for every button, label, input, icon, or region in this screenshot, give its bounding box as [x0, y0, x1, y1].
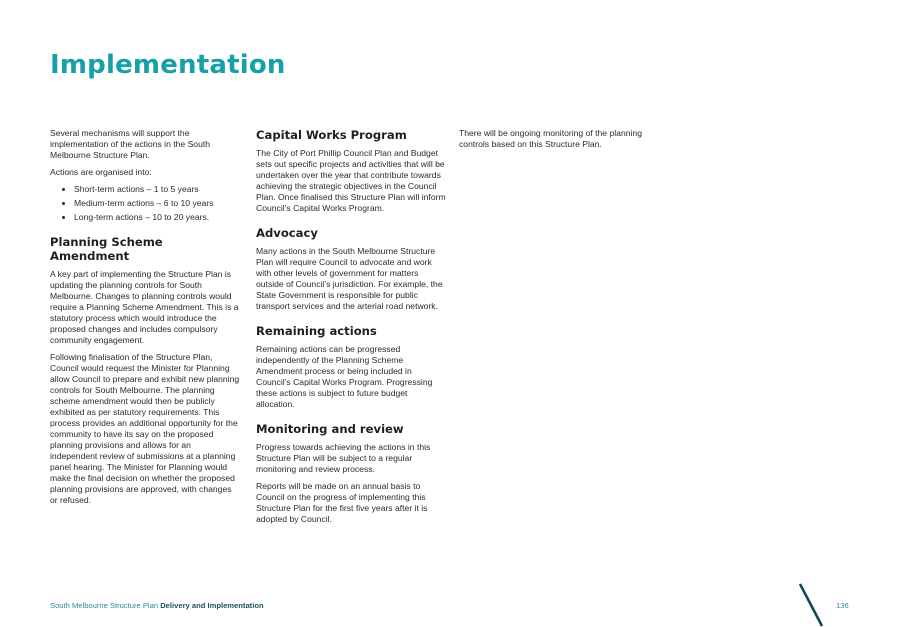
action-timeframe-list [50, 184, 240, 223]
list-item: • Short-term actions – 1 to 5 years [74, 184, 240, 195]
page-number: 136 [836, 601, 849, 610]
list-item: • Medium-term actions – 6 to 10 years [74, 198, 240, 209]
column-left [50, 128, 240, 512]
monitoring-heading: Monitoring and review [256, 422, 404, 436]
footer-section-name: Delivery and Implementation [160, 601, 264, 610]
list-item: • Long-term actions – 10 to 20 years. [74, 212, 240, 223]
slash-decoration-icon [796, 582, 826, 627]
page-title: Implementation [50, 50, 286, 80]
monitoring-paragraph-1: Progress towards achieving the actions in this Structure Plan will be subject to a regular monitoring and review process. [256, 442, 431, 474]
remaining-actions-paragraph: Remaining actions can be progressed independently of the Planning Scheme Amendment process or being included in Council’s Capital Works Program. Progressing these actions is subject to future budget allocation. [256, 344, 433, 409]
advocacy-heading: Advocacy [256, 226, 318, 240]
capital-works-heading: Capital Works Program [256, 128, 407, 142]
advocacy-paragraph: Many actions in the South Melbourne Structure Plan will require Council to advocate and work with other levels of government for matters outside of Council’s jurisdiction. For example, the State Government is responsible for public transport services and the arterial road network. [256, 246, 443, 311]
remaining-actions-heading: Remaining actions [256, 324, 377, 338]
column-middle [256, 128, 446, 531]
monitoring-continued-paragraph: There will be ongoing monitoring of the planning controls based on this Structure Plan. [459, 128, 642, 149]
intro-paragraph: Several mechanisms will support the implementation of the actions in the South Melbourne Structure Plan. [50, 128, 211, 160]
planning-scheme-paragraph-2: Following finalisation of the Structure Plan, Council would request the Minister for Planning allow Council to prepare and exhibit new planning controls for South Melbourne. The planning scheme amendment would then be publicly exhibited as per statutory requirements. This process provides an additional opportunity for the community to have its say on the proposed planning provisions and allows for an independent review of submissions at a planning panel hearing. The Minister for Planning would make the final decision on whether the proposed planning provisions are approved, with changes or refused. [50, 352, 240, 505]
planning-scheme-heading: Planning Scheme Amendment [50, 235, 163, 263]
actions-organised-label: Actions are organised into: [50, 167, 152, 177]
footer-doc-name: South Melbourne Structure Plan [50, 601, 159, 610]
monitoring-paragraph-2: Reports will be made on an annual basis to Council on the progress of implementing this Structure Plan for the first five years after it is adopted by Council. [256, 481, 428, 524]
column-right [459, 128, 649, 156]
capital-works-paragraph: The City of Port Phillip Council Plan and Budget sets out specific projects and activities that will be undertaken over the year that contribute towards achieving the strategic objectives in the Council Plan. Once finalised this Structure Plan will inform Council’s Capital Works Program. [256, 148, 446, 213]
footer-document-title [50, 601, 264, 610]
planning-scheme-paragraph-1: A key part of implementing the Structure Plan is updating the planning controls for South Melbourne. Changes to planning controls would require a Planning Scheme Amendment. This is a statutory process which would introduce the proposed changes and includes compulsory community engagement. [50, 269, 239, 345]
